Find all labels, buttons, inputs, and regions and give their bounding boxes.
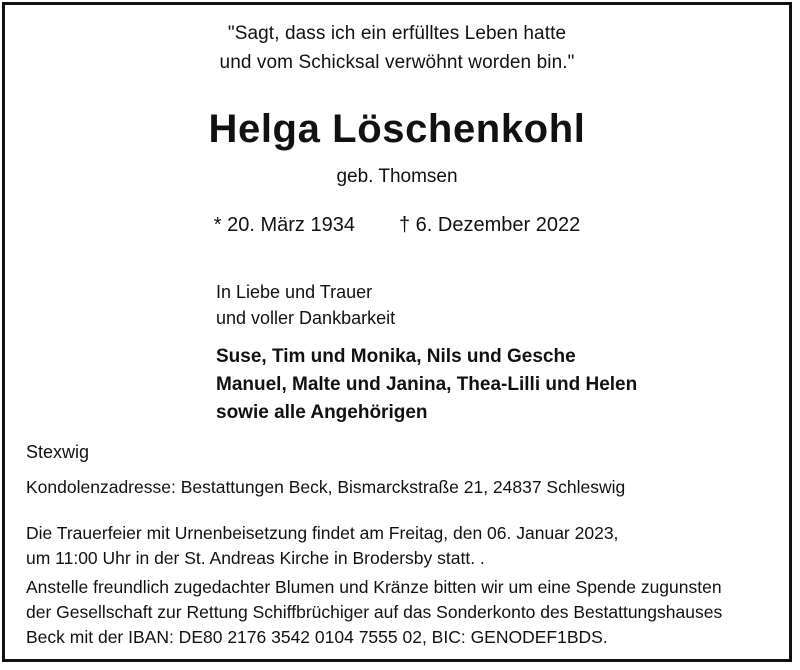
donation-line-2: der Gesellschaft zur Rettung Schiffbrüchiger auf das Sonderkonto des Bestattungshauses	[26, 602, 723, 622]
donation-line-3: Beck mit der IBAN: DE80 2176 3542 0104 7555 02, BIC: GENODEF1BDS.	[26, 627, 608, 647]
family-line-3: sowie alle Angehörigen	[216, 402, 428, 423]
grief-line-2: und voller Dankbarkeit	[216, 308, 396, 328]
ceremony-info	[26, 521, 618, 571]
maiden-name: geb. Thomsen	[336, 166, 458, 187]
family-line-2: Manuel, Malte und Janina, Thea-Lilli und Helen	[216, 374, 638, 395]
quote	[5, 19, 789, 77]
quote-line-1: "Sagt, dass ich ein erfülltes Leben hatte	[227, 23, 567, 44]
birth-date: * 20. März 1934	[213, 214, 355, 236]
life-dates	[5, 211, 789, 239]
donation-line-1: Anstelle freundlich zugedachter Blumen und Kränze bitten wir um eine Spende zugunsten	[26, 577, 722, 597]
quote-line-2: und vom Schicksal verwöhnt worden bin."	[219, 52, 575, 73]
donation-info	[26, 575, 722, 650]
ceremony-line-2: um 11:00 Uhr in der St. Andreas Kirche in Brodersby statt. .	[26, 548, 485, 568]
condolence-address: Kondolenzadresse: Bestattungen Beck, Bismarckstraße 21, 24837 Schleswig	[26, 477, 626, 497]
grief-line-1: In Liebe und Trauer	[216, 282, 373, 302]
death-date: † 6. Dezember 2022	[398, 214, 581, 236]
place-name: Stexwig	[26, 442, 90, 462]
family-names	[216, 343, 637, 427]
grief-text	[216, 279, 395, 331]
deceased-name: Helga Löschenkohl	[208, 107, 586, 151]
ceremony-line-1: Die Trauerfeier mit Urnenbeisetzung findet am Freitag, den 06. Januar 2023,	[26, 523, 619, 543]
obituary-notice	[2, 2, 792, 662]
family-line-1: Suse, Tim und Monika, Nils und Gesche	[216, 346, 576, 367]
